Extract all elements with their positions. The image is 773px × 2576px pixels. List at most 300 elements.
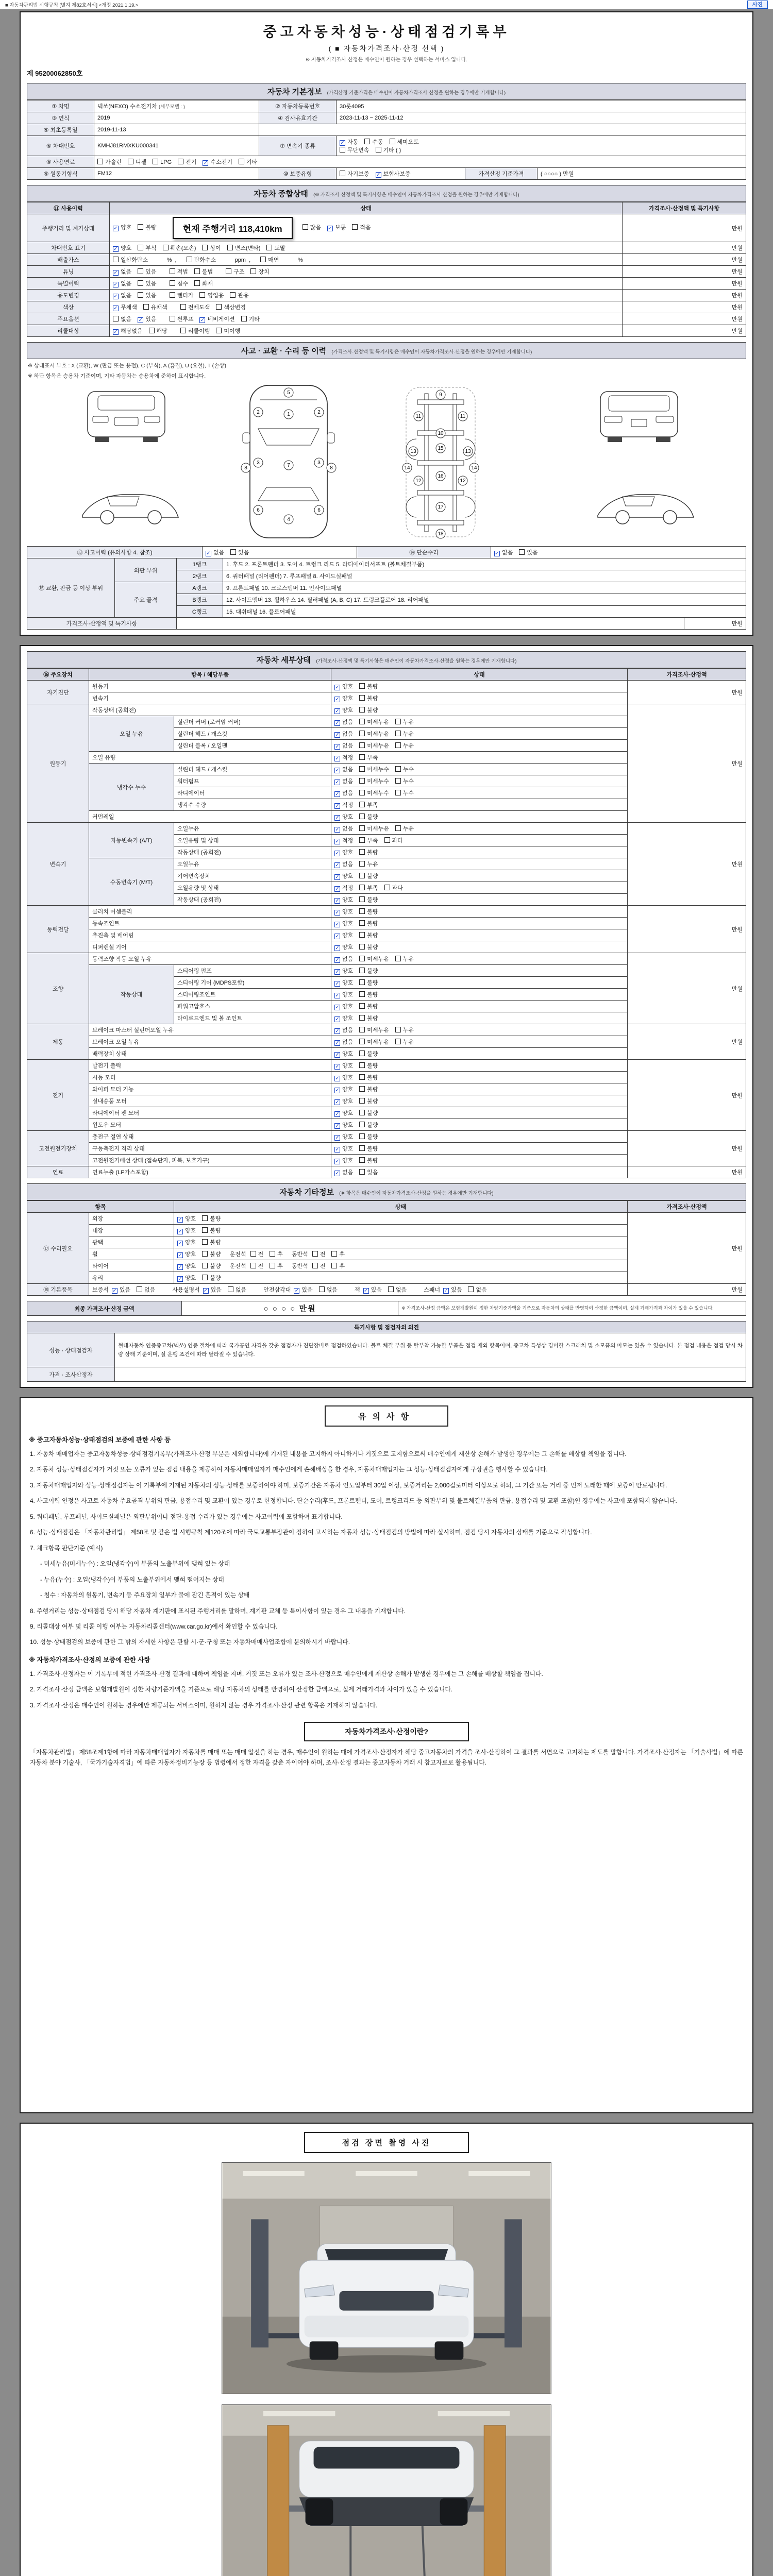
status-options: ✓ 적정 부족 [331,752,628,764]
notice-item: 1. 자동차 매매업자는 중고자동차성능·상태점검기록부(가격조사·산정 부분은 제외합니다)에 기재된 내용을 고지하지 아니하거나 거짓으로 고지함으로써 매수인에게 재산상 손해가 발생한 경우에는 그 손해를 배상할 책임을 집니다. [30,1450,627,1458]
panel-number: 3 [257,460,260,466]
status-options: ✓ 없음 미세누유 누유 [331,1024,628,1036]
panel-number: 7 [287,463,290,468]
item-label: 실내송풍 모터 [89,1095,331,1107]
panel-number: 8 [330,465,333,471]
seat-side-label: 운전석 [229,1251,246,1258]
status-options: ✓ 양호 불량 [331,681,628,692]
status-options: ✓ 없음 미세누유 누유 [331,953,628,965]
status-options: ✓ 적정 부족 과다 [331,835,628,846]
device-label: 조향 [27,953,89,1024]
subcategory-label: 작동상태 [89,965,174,1024]
section-title: 자동차 기타정보 [279,1188,334,1197]
item-label: 실린더 헤드 / 개스킷 [174,728,331,740]
accident-history-table [27,546,746,558]
column-header: 상태 [174,1201,628,1213]
status-options: ✓ 없음 미세누유 누유 [331,1036,628,1048]
status-options: ✓ 양호 불량 [331,894,628,906]
item-label: 커먼레일 [89,811,331,823]
empty-cell [177,618,684,630]
item-label: 스티어링 기어 (MDPS포함) [174,977,331,989]
exchange-area-table [27,558,746,618]
rank-items: 15. 대쉬패널 16. 플로어패널 [223,606,746,618]
status-options: ✓ 양호 불량 [331,692,628,704]
inspection-photo-lifted [222,2404,551,2576]
rank-items: 9. 프론트패널 10. 크로스멤버 11. 인사이드패널 [223,582,746,594]
panel-number: 1 [287,412,290,417]
item-label: 배력장치 상태 [89,1048,331,1060]
price-cell: 만원 [628,1166,746,1178]
photos-panel [20,2123,753,2576]
final-price-table [27,1301,746,1316]
item-label: 파워고압호스 [174,1001,331,1012]
field-label: 가격산정 기준가격 [465,168,537,180]
rank-label: C랭크 [177,606,223,618]
detail-status-panel [20,645,753,1388]
notice-item: 5. 쿼터패널, 루프패널, 사이드실패널은 외판부위이나 절단·용접 수리가 있는 경우에는 사고이력에 포함하여 표기합니다. [30,1513,343,1520]
seat-side-label: 동반석 [291,1251,308,1258]
wheel-status-cell: ✓ 양호 불량 운전석 전 후 동반석 전 후 [174,1248,628,1260]
item-label: 외장 [89,1213,174,1225]
price-cell: 만원 [628,953,746,1024]
row-label: 리콜대상 [27,325,110,337]
status-options: ✓ 양호 불량 [331,906,628,918]
photo-link-button[interactable]: 사진 [747,1,768,9]
notice-subitem: - 누유(누수) : 오일(냉각수)이 부품의 노출부위에서 맺혀 떨어지는 상태 [40,1575,224,1583]
empty-cell [259,124,746,136]
item-label: 작동상태 (공회전) [174,894,331,906]
price-cell: 만원 [623,254,746,266]
panel-number: 4 [287,517,290,522]
item-label: 냉각수 수량 [174,799,331,811]
panel-number: 10 [438,431,444,436]
status-options: ✓ 없음 누유 [331,858,628,870]
row-label: 주요옵션 [27,313,110,325]
status-options: ✓ 양호 불량 [331,918,628,929]
inspection-period-value: 2023-11-13 ~ 2025-11-12 [337,112,746,124]
row-label: 배출가스 [27,254,110,266]
price-cell: 만원 [623,242,746,254]
photos-title: 점검 장면 촬영 사진 [304,2132,469,2153]
status-options: ✓ 양호 불량 [331,1012,628,1024]
field-label: ⑧ 사용연료 [27,156,94,168]
status-options: ✓ 양호 불량 [331,704,628,716]
section-note: (가격조사·산정액 및 특기사항은 매수인이 자동차가격조사·산정을 원하는 경우에만 기재합니다) [331,349,532,355]
notice-subitem: - 미세누유(미세누수) : 오일(냉각수)이 부품의 노출부위에 맺혀 있는 상태 [40,1560,230,1568]
panel-number: 8 [244,465,247,471]
reg-number-value: 30롯4095 [337,100,746,112]
status-options: ✓ 양호 불량 [331,989,628,1001]
column-header: ⑯ 주요장치 [27,669,89,681]
panel-number: 6 [317,507,321,513]
notice-item: 2. 가격조사·산정 금액은 보험개발원이 정한 차량기준가액을 기준으로 해당 자동차의 상태를 반영하여 산정한 금액으로, 실제 거래가격과 차이가 있을 수 있습니다. [30,1686,453,1693]
panel-number: 9 [439,392,442,398]
price-cell: 만원 [623,214,746,242]
status-options: ✓ 양호 불량 [174,1213,628,1225]
status-options: ✓ 없음 미세누유 누유 [331,740,628,752]
car-damage-diagram [67,382,706,542]
item-label: 브레이크 오일 누유 [89,1036,331,1048]
row-label: ⑭ 단순수리 [357,547,491,558]
price-cell: 만원 [628,704,746,823]
row-label: 외판 부위 [115,558,177,582]
field-label: ① 차명 [27,100,94,112]
notice-item: 2. 자동차 성능·상태점검자가 거짓 또는 오류가 있는 점검 내용을 제공하여 자동차매매업자가 매수인에게 손해배상을 한 경우, 자동차매매업자는 그 성능·상태점검자에게 구상권을 행사할 수 있습니다. [30,1466,548,1473]
notice-item: 3. 가격조사·산정은 매수인이 원하는 경우에만 제공되는 서비스이며, 원하지 않는 경우 가격조사·산정 관련 항목은 기재하지 않습니다. [30,1701,378,1709]
row-label: 주요 골격 [115,582,177,618]
status-options: ✓ 양호 불량 [331,929,628,941]
item-label: 스티어링조인트 [174,989,331,1001]
item-label: 고전원전기배선 상태 (접속단자, 피복, 보호기구) [89,1155,331,1166]
final-price-value: ○ ○ ○ ○ 만원 [182,1301,398,1316]
device-label: 고전원전기장치 [27,1131,89,1166]
kit-item-label: 안전삼각대 [263,1287,291,1293]
price-cell: 만원 [623,325,746,337]
kit-item-label: 잭 [354,1287,360,1293]
field-label: ⑤ 최초등록일 [27,124,94,136]
field-label: ⑨ 원동기형식 [27,168,94,180]
appraiser-opinion-text [115,1367,746,1382]
item-label: 원동기 [89,681,331,692]
status-options: ✓ 없음 미세누유 누유 [331,728,628,740]
rank-items: 1. 후드 2. 프론트펜더 3. 도어 4. 트렁크 리드 5. 라디에이터서포트 (볼트체결부품) [223,558,746,570]
basic-info-table [27,100,746,180]
accident-price-table [27,617,746,630]
price-cell: 만원 [623,278,746,290]
notice-item: 7. 체크항목 판단기준 (예시) [30,1544,103,1552]
column-header: 상태 [110,202,623,214]
rank-items: 12. 사이드멤버 13. 휠하우스 14. 필러패널 (A, B, C) 17. 트렁크플로어 18. 리어패널 [223,594,746,606]
status-options: ✓ 없음 미세누유 누유 [331,716,628,728]
final-price-note: ※ 가격조사·산정 금액은 보험개발원이 정한 차량기준가액을 기준으로 자동차의 상태를 반영하여 산정한 금액이며, 실제 거래가격과 차이가 있을 수 있습니다. [398,1301,746,1316]
item-label: 실린더 헤드 / 개스킷 [174,764,331,775]
status-options: ✓ 없음 미세누수 누수 [331,764,628,775]
column-header: ⑪ 사용이력 [27,202,110,214]
price-cell: 만원 [628,1060,746,1131]
etc-info-title [27,1183,746,1200]
group-label: ⑱ 기본품목 [27,1284,89,1296]
tuning-status-cell: ✓ 없음 있음 적법 불법 구조 장치 [110,266,623,278]
item-label: 실린더 블록 / 오일팬 [174,740,331,752]
options-status-cell: 없음 ✓ 있음 썬루프 ✓ 네비게이션 기타 [110,313,623,325]
section-note: (가격산정 기준가격은 매수인이 자동차가격조사·산정을 원하는 경우에만 기재합니다) [327,90,506,96]
document-page [20,11,753,2576]
item-label: 내장 [89,1225,174,1236]
price-appraisal-description: 「자동차관리법」 제58조제1항에 따라 자동차매매업자가 자동차를 매매 또는 매매 알선을 하는 경우, 매수인이 원하는 때에 가격조사·산정자가 해당 중고자동차의 가격을 조사·산정하여 그 결과를 서면으로 고지하는 제도를 말합니다. 가격조사·산정자는 「기술사법」에 따른 자동차 분야 기술사, 「국가기술자격법」에 따른 자동차정비기능장 등 법령에서 정한 자격을 갖춘 자이어야 하며, 조사·산정 결과는 중고자동차 거래 시 참고자료로 활용됩니다. [30,1749,743,1766]
notice-item: 8. 주행거리는 성능·상태점검 당시 해당 자동차 계기판에 표시된 주행거리를 말하며, 계기판 교체 등 특이사항이 있는 경우 그 내용을 기재합니다. [30,1607,406,1615]
status-options: ✓ 양호 불량 [331,846,628,858]
panel-number: 17 [438,504,444,510]
status-options: ✓ 양호 불량 [331,1095,628,1107]
status-options: ✓ 적정 부족 과다 [331,882,628,894]
item-label: 실린더 커버 (로커암 커버) [174,716,331,728]
kit-item-label: 스패너 [424,1287,441,1293]
status-options: ✓ 양호 불량 [331,1083,628,1095]
rank-label: B랭크 [177,594,223,606]
price-cell: 만원 [623,290,746,301]
device-label: 자기진단 [27,681,89,704]
column-header: 항목 [27,1201,174,1213]
item-label: 윈도우 모터 [89,1119,331,1131]
tire-status-cell: ✓ 양호 불량 운전석 전 후 동반석 전 후 [174,1260,628,1272]
item-label: 작동상태 (공회전) [89,704,331,716]
item-label: 휠 [89,1248,174,1260]
diagram-note: ※ 하단 항목은 승용차 기준이며, 기타 자동차는 승용차에 준하여 표시합니다. [28,373,206,379]
item-label: 스티어링 펌프 [174,965,331,977]
device-label: 동력전달 [27,906,89,953]
item-label: 라디에이터 [174,787,331,799]
item-label: 변속기 [89,692,331,704]
item-label: 구동축전지 격리 상태 [89,1143,331,1155]
status-options: ✓ 양호 불량 [331,1001,628,1012]
status-options: ✓ 양호 불량 [331,977,628,989]
main-form-panel [20,11,753,636]
status-options: ✓ 양호 불량 [174,1272,628,1284]
rank-label: 2랭크 [177,570,223,582]
price-cell: 만원 [628,1213,746,1284]
page-subnote: ※ 자동차가격조사·산정은 매수인이 원하는 경우 선택하는 서비스 입니다. [305,57,468,63]
notice-item: 4. 사고이력 인정은 사고로 자동차 주요골격 부위의 판금, 용접수리 및 교환이 있는 경우로 한정합니다. 단순수리(후드, 프론트펜더, 도어, 트렁크리드 등 외판부위 및 볼트체결부품의 판금, 용접수리 및 교환 포함)인 경우에는 사고에 포함되지 않습니다. [30,1497,677,1505]
item-label: 브레이크 마스터 실린더오일 누유 [89,1024,331,1036]
field-label: ③ 연식 [27,112,94,124]
special-history-cell: ✓ 없음 있음 침수 화재 [110,278,623,290]
item-label: 오일 유량 [89,752,331,764]
row-label: 성능 · 상태점검자 [27,1333,115,1367]
status-options: ✓ 양호 불량 [331,965,628,977]
item-label: 오일유량 및 상태 [174,882,331,894]
price-cell: 만원 [628,1131,746,1166]
car-name-value: 넥쏘(NEXO) 수소전기차 (세부모델 : ) [94,100,259,112]
engine-type-value: FM12 [94,168,259,180]
item-label: 동력조향 작동 오일 누유 [89,953,331,965]
item-label: 유리 [89,1272,174,1284]
panel-number: 16 [438,473,444,479]
panel-number: 13 [465,449,471,454]
item-label: 타이로드엔드 및 볼 조인트 [174,1012,331,1024]
row-label: 가격조사·산정액 및 특기사항 [27,618,177,630]
field-label: ② 자동차등록번호 [259,100,337,112]
damage-code-legend: ※ 상태표시 부호 : X (교환), W (판금 또는 용접), C (부식), A (흠집), U (요철), T (손상) [28,363,226,369]
front-view [88,392,165,442]
row-label: 색상 [27,301,110,313]
subcategory-label: 수동변속기 (M/T) [89,858,174,906]
item-label: 시동 모터 [89,1072,331,1083]
price-cell: 만원 [628,823,746,906]
price-basis-value: ( ○○○○ ) 만원 [537,168,746,180]
page-title: 중고자동차성능·상태점검기록부 [263,24,510,40]
item-label: 충전구 절연 상태 [89,1131,331,1143]
device-label: 원동기 [27,704,89,823]
notice-item: 10. 성능·상태점검의 보증에 관한 그 밖의 자세한 사항은 관할 시·군·구청 또는 자동차매매사업조합에 문의하시기 바랍니다. [30,1638,350,1646]
detail-status-title [27,651,746,668]
notice-item: 1. 가격조사·산정자는 이 기록부에 적힌 가격조사·산정 결과에 대하여 책임을 지며, 거짓 또는 오류가 있는 조사·산정으로 매수인에게 재산상 손해가 발생한 경우에는 그 손해를 배상할 책임을 집니다. [30,1670,543,1677]
notice-title: 유의사항 [325,1405,448,1427]
field-label: ⑩ 보증유형 [259,168,337,180]
notice-subitem: - 침수 : 자동차의 원동기, 변속기 등 주요장치 일부가 물에 잠긴 흔적이 있는 상태 [40,1591,250,1599]
item-label: 와이퍼 모터 기능 [89,1083,331,1095]
item-label: 오일유량 및 상태 [174,835,331,846]
price-appraisal-box-title: 자동차가격조사·산정이란? [304,1722,469,1741]
item-label: 추진축 및 베어링 [89,929,331,941]
status-options: ✓ 양호 불량 [174,1225,628,1236]
status-options: ✓ 양호 불량 [331,1072,628,1083]
kit-item-label: 보증서 [92,1287,109,1293]
price-cell: 만원 [628,681,746,704]
item-label: 타이어 [89,1260,174,1272]
recall-status-cell: ✓ 해당없음 해당 리콜이행 미이행 [110,325,623,337]
final-price-label: 최종 가격조사·산정 금액 [27,1301,182,1316]
price-cell: 만원 [623,266,746,278]
section-title: 자동차 종합상태 [254,190,308,198]
emission-status-cell: 일산화탄소 % , 탄화수소 ppm , 매연 % [110,254,623,266]
row-label: 용도변경 [27,290,110,301]
panel-number: 14 [404,465,410,471]
subcategory-label: 냉각수 누수 [89,764,174,811]
notice-item: 3. 자동차매매업자와 성능·상태점검자는 이 기록부에 기재된 자동차의 성능·상태를 보증하여야 하며, 보증기간은 자동차 인도일부터 30일 이상, 보증거리는 2,000킬로미터 이상으로 하되, 그 기간 또는 거리 중 먼저 도래한 때에 보증이 만료됩니다. [30,1481,667,1489]
field-label: ④ 검사유효기간 [259,112,337,124]
vin-status-cell: ✓ 양호 부식 훼손(오손) 상이 변조(변타) 도말 [110,242,623,254]
status-options: ✓ 적정 부족 [331,799,628,811]
item-label: 라디에이터 팬 모터 [89,1107,331,1119]
panel-number: 11 [460,414,466,419]
row-label: 주행거리 및 계기상태 [27,214,110,242]
column-header: 가격조사·산정액 [628,669,746,681]
item-label: 오일누유 [174,858,331,870]
form-reference: ■ 자동차관리법 시행규칙 [별지 제82호서식] <개정 2021.1.19.> [5,3,139,8]
device-label: 전기 [27,1060,89,1131]
panel-number: 12 [415,478,422,484]
top-strip [0,0,773,9]
panel-number: 2 [317,410,321,415]
panel-number: 11 [415,414,422,419]
panel-number: 14 [471,465,477,471]
section-note: (※ 항목은 매수인이 자동차가격조사·산정을 원하는 경우에만 기재합니다) [339,1191,494,1196]
status-options: ✓ 양호 불량 [331,1143,628,1155]
panel-number: 5 [287,390,290,396]
panel-number: 2 [257,410,260,415]
rank-label: A랭크 [177,582,223,594]
fuel-options: 가솔린 디젤 LPG 전기 ✓ 수소전기 기타 [94,156,746,168]
mileage-status-cell: ✓ 양호 불량 현재 주행거리 118,410km 많음 ✓ 보통 적음 [110,214,623,242]
status-options: ✓ 양호 불량 [331,870,628,882]
row-label: 가격 · 조사산정자 [27,1367,115,1382]
status-options: ✓ 양호 불량 [331,1060,628,1072]
rank-items: 6. 쿼터패널 (리어펜더) 7. 루프패널 8. 사이드실패널 [223,570,746,582]
status-options: ✓ 양호 불량 [331,811,628,823]
status-options: ✓ 양호 불량 [331,1107,628,1119]
document-number: 제 95200062850호 [27,70,83,77]
subcategory-label: 자동변속기 (A/T) [89,823,174,858]
price-cell: 만원 [628,1284,746,1296]
item-label: 워터펌프 [174,775,331,787]
row-label: ⑬ 사고이력 (유의사항 4. 참조) [27,547,203,558]
notice-item: 6. 성능·상태점검은 「자동차관리법」 제58조 및 같은 법 시행규칙 제120조에 따라 국토교통부장관이 정하여 고시하는 자동차 성능·상태점검의 방법에 따라 실시하며, 점검 당시 자동차의 상태를 기준으로 작성합니다. [30,1529,592,1536]
left-profile-view [82,495,178,524]
usage-change-cell: ✓ 없음 있음 렌터카 영업용 관용 [110,290,623,301]
inspection-photo-front [222,2162,551,2394]
item-label: 광택 [89,1236,174,1248]
mileage-callout: 현재 주행거리 118,410km [173,217,293,239]
detail-status-table [27,668,746,1178]
price-cell: 만원 [623,313,746,325]
row-label: ⑮ 교환, 판금 등 이상 부위 [27,558,115,618]
section-title: 자동차 세부상태 [256,656,311,665]
status-options: ✓ 양호 불량 [331,1155,628,1166]
top-frame-view [402,387,479,538]
panel-number: 12 [460,478,466,484]
price-cell: 만원 [623,301,746,313]
inspector-opinion-text: 현대자동차 인증중고차(넥쏘) 인증 절차에 따라 국가공인 자격을 갖춘 점검자가 진단장비로 점검하였습니다. 볼트 체결 부위 등 탈부착 가능한 부품은 점검 제외 항목이며, 중고차 특성상 경미한 스크래치 및 소모품의 마모는 있을 수 있습니다. 본 점검 내용은 점검 당시 차량 상태 기준이며, 실 운행 조건에 따라 달라질 수 있습니다. [115,1333,746,1367]
panel-number: 6 [257,507,260,513]
basic-info-title [27,83,746,100]
device-label: 연료 [27,1166,89,1178]
basic-items-cell: 보증서 ✓ 있음 없음 사용설명서 ✓ 있음 없음 안전삼각대 ✓ 있음 없음 잭 ✓ 있음 없음 스패너 ✓ 있음 없음 [89,1284,628,1296]
panel-number: 18 [438,531,444,537]
document-header [27,18,746,64]
seat-side-label: 운전석 [229,1263,246,1269]
notice-item: 9. 리콜대상 여부 및 리콜 이행 여부는 자동차리콜센터(www.car.go.kr)에서 확인할 수 있습니다. [30,1622,278,1630]
item-label: 클러치 어셈블리 [89,906,331,918]
notice-panel [20,1397,753,2113]
overall-status-table [27,202,746,337]
panel-number: 3 [317,460,321,466]
right-profile-view [598,495,694,524]
item-label: 기어변속장치 [174,870,331,882]
top-body-view [241,385,336,538]
warranty-options: 자기보증 ✓ 보험사보증 [337,168,465,180]
item-label: 발전기 출력 [89,1060,331,1072]
accident-history-options: ✓ 없음 있음 [203,547,357,558]
status-options: ✓ 없음 미세누유 누유 [331,823,628,835]
opinion-table [27,1321,746,1382]
kit-item-label: 사용설명서 [172,1287,200,1293]
field-label: ⑦ 변속기 종류 [259,136,337,156]
status-options: ✓ 없음 미세누수 누수 [331,775,628,787]
transmission-options: ✓ 자동 수동 세미오토 무단변속 기타 ( ) [337,136,746,156]
status-options: ✓ 양호 불량 [331,1119,628,1131]
row-label: 특별이력 [27,278,110,290]
section-title: 사고 · 교환 · 수리 등 이력 [241,347,327,355]
simple-repair-options: ✓ 없음 있음 [491,547,746,558]
status-options: ✓ 양호 불량 [331,941,628,953]
item-label: 오일누유 [174,823,331,835]
status-options: ✓ 양호 불량 [174,1236,628,1248]
opinion-title: 특기사항 및 점검자의 의견 [27,1321,746,1333]
item-label: 디퍼렌셜 기어 [89,941,331,953]
panel-number: 15 [438,446,444,451]
rank-label: 1랭크 [177,558,223,570]
page-subtitle: ( ■ 자동차가격조사·산정 선택 ) [328,44,445,53]
panel-number: 13 [410,449,416,454]
section-note: (※ 가격조사·산정액 및 특기사항은 매수인이 자동차가격조사·산정을 원하는 경우에만 기재합니다) [313,192,519,198]
subcategory-label: 오일 누유 [89,716,174,752]
rear-view [600,392,678,442]
notice-heading: ※ 중고자동차성능·상태점검의 보증에 관한 사항 등 [29,1436,171,1444]
vin-value: KMHJ81RMXKU000341 [94,136,259,156]
status-options: ✓ 양호 불량 [331,1048,628,1060]
status-options: ✓ 양호 불량 [331,1131,628,1143]
first-reg-value: 2019-11-13 [94,124,259,136]
column-header: 가격조사·산정액 [628,1201,746,1213]
status-options: ✓ 없음 미세누수 누수 [331,787,628,799]
price-cell: 만원 [684,618,746,630]
price-cell: 만원 [628,906,746,953]
item-label: 작동상태 (공회전) [174,846,331,858]
price-cell: 만원 [628,1024,746,1060]
status-options: ✓ 없음 있음 [331,1166,628,1178]
field-label: ⑥ 차대번호 [27,136,94,156]
model-year-value: 2019 [94,112,259,124]
